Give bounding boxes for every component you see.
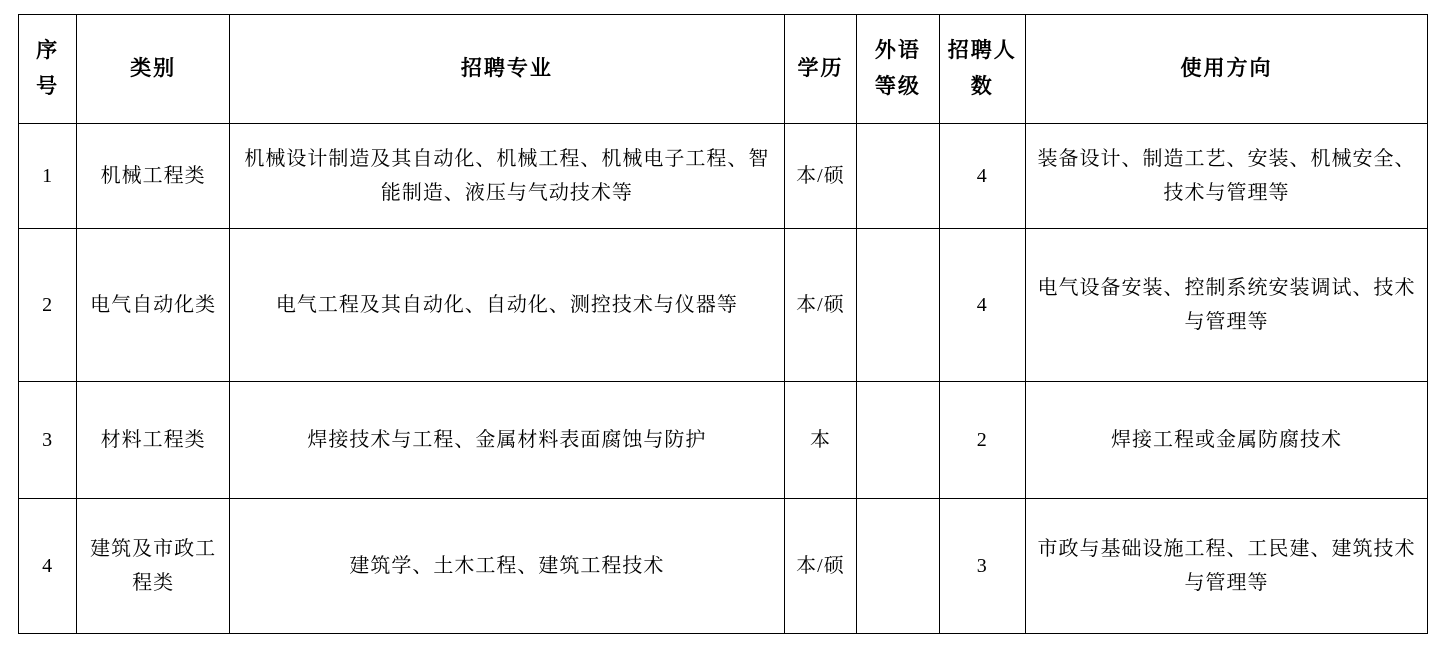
cell-headcount: 4 bbox=[939, 124, 1025, 229]
cell-seq: 1 bbox=[19, 124, 77, 229]
cell-language-level bbox=[857, 382, 939, 499]
column-header-headcount: 招聘人数 bbox=[939, 15, 1025, 124]
cell-language-level bbox=[857, 124, 939, 229]
recruitment-table bbox=[18, 14, 1428, 634]
table-body bbox=[19, 124, 1428, 634]
cell-direction: 市政与基础设施工程、工民建、建筑技术与管理等 bbox=[1025, 499, 1427, 634]
cell-major: 机械设计制造及其自动化、机械工程、机械电子工程、智能制造、液压与气动技术等 bbox=[230, 124, 785, 229]
cell-language-level bbox=[857, 499, 939, 634]
cell-education: 本/硕 bbox=[784, 499, 856, 634]
table-header bbox=[19, 15, 1428, 124]
cell-education: 本/硕 bbox=[784, 124, 856, 229]
table-header-row bbox=[19, 15, 1428, 124]
cell-headcount: 2 bbox=[939, 382, 1025, 499]
cell-major: 焊接技术与工程、金属材料表面腐蚀与防护 bbox=[230, 382, 785, 499]
cell-headcount: 3 bbox=[939, 499, 1025, 634]
cell-education: 本/硕 bbox=[784, 229, 856, 382]
table-row bbox=[19, 499, 1428, 634]
cell-headcount: 4 bbox=[939, 229, 1025, 382]
table-row bbox=[19, 382, 1428, 499]
cell-category: 电气自动化类 bbox=[77, 229, 230, 382]
column-header-major: 招聘专业 bbox=[230, 15, 785, 124]
cell-language-level bbox=[857, 229, 939, 382]
column-header-direction: 使用方向 bbox=[1025, 15, 1427, 124]
cell-seq: 2 bbox=[19, 229, 77, 382]
cell-category: 建筑及市政工程类 bbox=[77, 499, 230, 634]
table-row bbox=[19, 124, 1428, 229]
cell-major: 电气工程及其自动化、自动化、测控技术与仪器等 bbox=[230, 229, 785, 382]
cell-category: 材料工程类 bbox=[77, 382, 230, 499]
column-header-education: 学历 bbox=[784, 15, 856, 124]
column-header-language-level: 外语等级 bbox=[857, 15, 939, 124]
table-row bbox=[19, 229, 1428, 382]
cell-education: 本 bbox=[784, 382, 856, 499]
cell-category: 机械工程类 bbox=[77, 124, 230, 229]
cell-seq: 4 bbox=[19, 499, 77, 634]
column-header-category: 类别 bbox=[77, 15, 230, 124]
column-header-seq: 序号 bbox=[19, 15, 77, 124]
cell-major: 建筑学、土木工程、建筑工程技术 bbox=[230, 499, 785, 634]
cell-direction: 电气设备安装、控制系统安装调试、技术与管理等 bbox=[1025, 229, 1427, 382]
cell-seq: 3 bbox=[19, 382, 77, 499]
cell-direction: 焊接工程或金属防腐技术 bbox=[1025, 382, 1427, 499]
cell-direction: 装备设计、制造工艺、安装、机械安全、技术与管理等 bbox=[1025, 124, 1427, 229]
